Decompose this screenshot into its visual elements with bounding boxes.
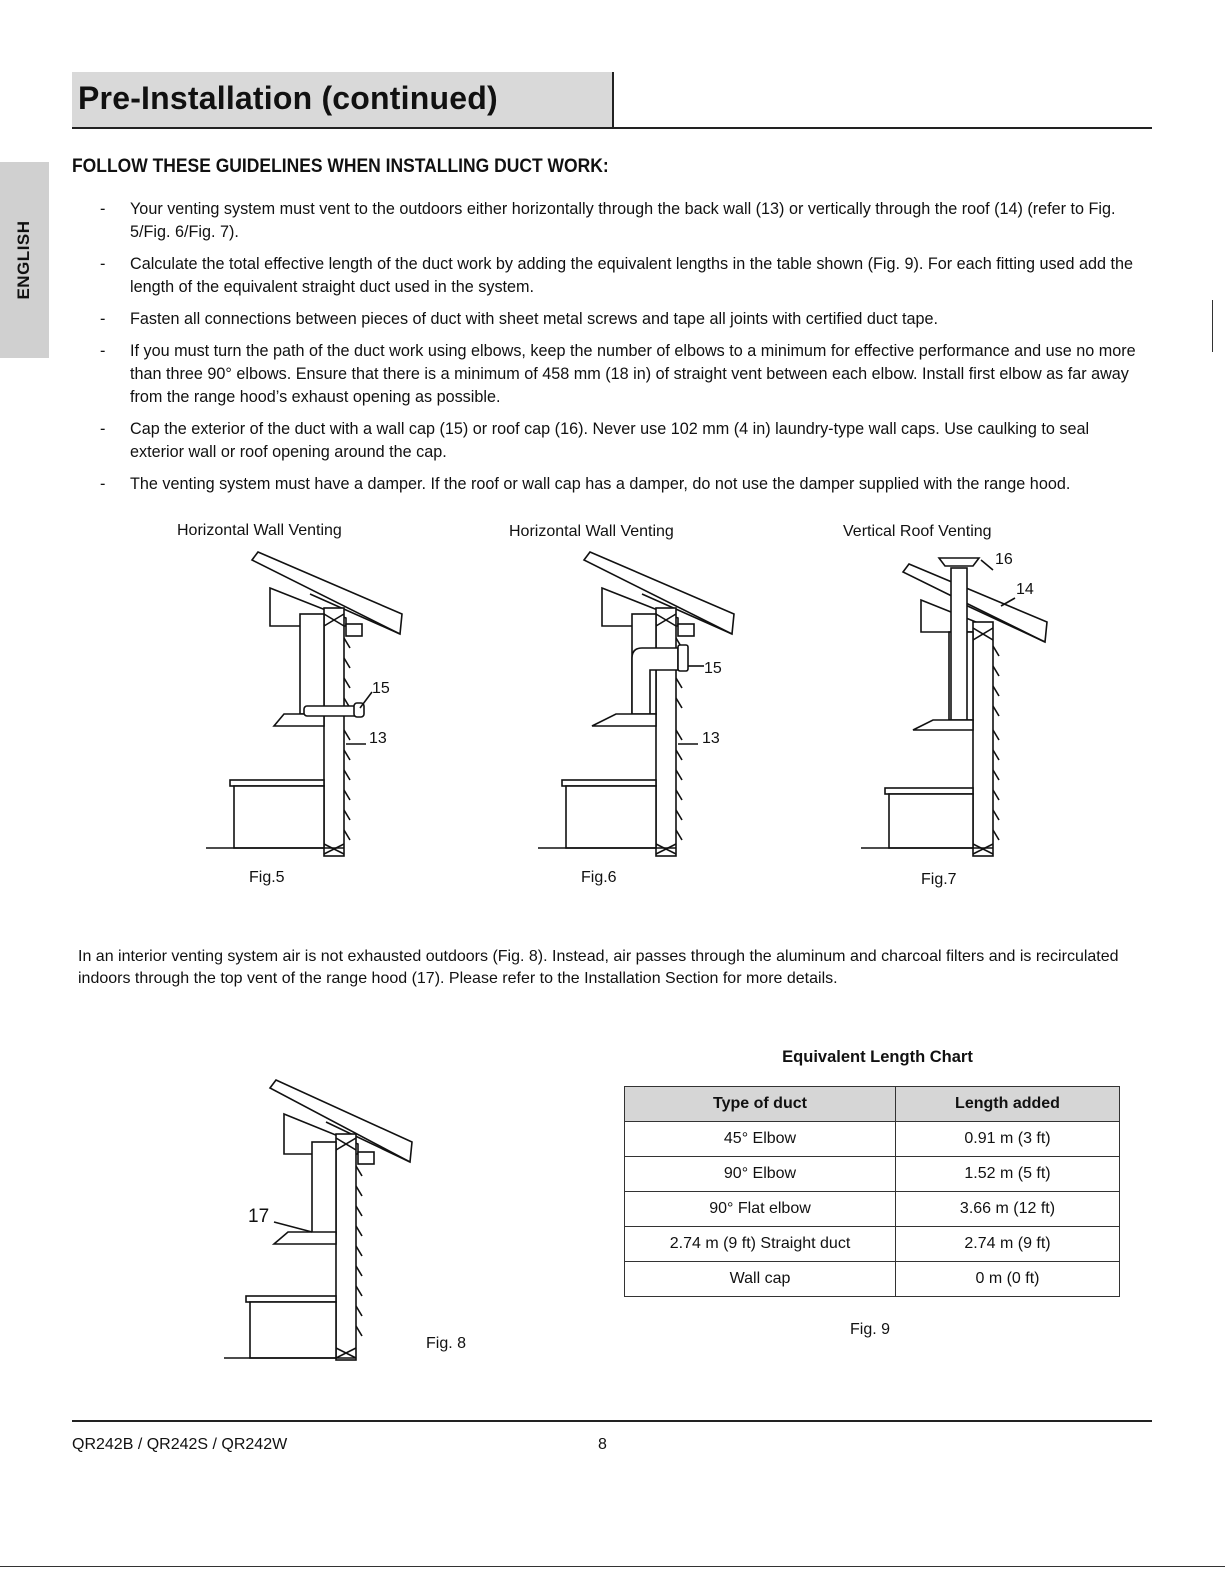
fig5-diagram bbox=[200, 548, 420, 858]
edge-mark bbox=[1212, 300, 1213, 352]
table-cell: 3.66 m (12 ft) bbox=[896, 1192, 1120, 1227]
countertop bbox=[562, 780, 656, 786]
table-cell: 90° Flat elbow bbox=[625, 1192, 896, 1227]
list-item: - If you must turn the path of the duct work using elbows, keep the number of elbows to a minimum for effective performance and use no more than three 90° elbows. Ensure that there is a minimum of 458 mm (18 in) of straight vent between each elbow. Install first elbow as far away from the range hood’s exhaust opening as possible. bbox=[100, 342, 1136, 406]
cabinet-upper bbox=[312, 1142, 336, 1234]
siding bbox=[344, 638, 350, 840]
table-header-row bbox=[625, 1087, 1120, 1122]
countertop bbox=[885, 788, 973, 794]
footer-rule bbox=[72, 1420, 1152, 1422]
fig7-label: Fig.7 bbox=[921, 871, 957, 888]
table-cell: 45° Elbow bbox=[625, 1122, 896, 1157]
siding bbox=[356, 1166, 362, 1336]
callout-14: 14 bbox=[1016, 581, 1034, 598]
wall-cap bbox=[678, 645, 688, 671]
callout-15: 15 bbox=[372, 680, 390, 697]
fig8-label: Fig. 8 bbox=[426, 1335, 467, 1352]
fig5-label: Fig.5 bbox=[249, 869, 285, 886]
back-wall bbox=[324, 608, 344, 856]
base-cabinet bbox=[250, 1302, 336, 1358]
table-row bbox=[625, 1227, 1120, 1262]
fig6-diagram bbox=[532, 548, 752, 858]
base-cabinet bbox=[234, 786, 324, 848]
table-cell: 1.52 m (5 ft) bbox=[896, 1157, 1120, 1192]
page-title: Pre-Installation (continued) bbox=[78, 80, 498, 116]
wall-duct bbox=[304, 706, 358, 716]
back-wall bbox=[973, 622, 993, 856]
list-item: - Calculate the total effective length of the duct work by adding the equivalent lengths in the table shown (Fig. 9). For each fitting used add the length of the equivalent straight duct used in the system. bbox=[100, 255, 1134, 296]
list-item: - Cap the exterior of the duct with a wall cap (15) or roof cap (16). Never use 102 mm (4 in) laundry-type wall caps. Use caulking to seal exterior wall or roof opening around the cap. bbox=[100, 420, 1090, 461]
top-plate bbox=[678, 624, 694, 636]
list-item: - Fasten all connections between pieces of duct with sheet metal screws and tape all joints with certified duct tape. bbox=[100, 310, 939, 328]
back-wall bbox=[656, 608, 676, 856]
equivalent-length-table bbox=[624, 1086, 1120, 1297]
table-cell: 2.74 m (9 ft) bbox=[896, 1227, 1120, 1262]
countertop bbox=[230, 780, 324, 786]
vertical-duct bbox=[951, 568, 967, 720]
chart-title: Equivalent Length Chart bbox=[782, 1048, 973, 1066]
bottom-rule bbox=[0, 1566, 1225, 1567]
range-hood bbox=[592, 714, 656, 726]
interior-venting-paragraph: In an interior venting system air is not exhausted outdoors (Fig. 8). Instead, air passes through the aluminum and charcoal filters and is recirculated indoors through the top vent of the range hood (17). Please refer to the Installation Section for more details. bbox=[78, 948, 1119, 987]
fig7-caption: Vertical Roof Venting bbox=[843, 523, 992, 540]
title-rule bbox=[72, 127, 1152, 129]
siding bbox=[993, 646, 999, 840]
page-number: 8 bbox=[598, 1436, 607, 1453]
base-cabinet bbox=[566, 786, 656, 848]
fig7-diagram bbox=[855, 548, 1075, 858]
fig6-caption: Horizontal Wall Venting bbox=[509, 523, 674, 540]
guideline-list bbox=[100, 198, 1140, 505]
roof-cap bbox=[939, 558, 979, 566]
top-plate bbox=[346, 624, 362, 636]
table-row bbox=[625, 1262, 1120, 1297]
table-row bbox=[625, 1122, 1120, 1157]
callout-16: 16 bbox=[995, 551, 1013, 568]
table-row bbox=[625, 1157, 1120, 1192]
countertop bbox=[246, 1296, 336, 1302]
back-wall bbox=[336, 1134, 356, 1360]
table-cell: 90° Elbow bbox=[625, 1157, 896, 1192]
callout-13: 13 bbox=[369, 730, 387, 747]
column-header: Length added bbox=[896, 1087, 1120, 1122]
base-cabinet bbox=[889, 794, 973, 848]
callout-15: 15 bbox=[704, 660, 722, 677]
column-header: Type of duct bbox=[625, 1087, 896, 1122]
list-item: - Your venting system must vent to the outdoors either horizontally through the back wall (13) or vertically through the roof (14) (refer to Fig. 5/Fig. 6/Fig. 7). bbox=[100, 200, 1116, 241]
table-cell: 2.74 m (9 ft) Straight duct bbox=[625, 1227, 896, 1262]
table-cell: 0.91 m (3 ft) bbox=[896, 1122, 1120, 1157]
fig5-caption: Horizontal Wall Venting bbox=[177, 522, 342, 539]
range-hood bbox=[274, 1232, 336, 1244]
top-plate bbox=[358, 1152, 374, 1164]
footer-model: QR242B / QR242S / QR242W bbox=[72, 1436, 288, 1453]
callout-13: 13 bbox=[702, 730, 720, 747]
fig6-label: Fig.6 bbox=[581, 869, 617, 886]
cabinet-upper bbox=[300, 614, 324, 714]
table-row bbox=[625, 1192, 1120, 1227]
range-hood bbox=[913, 720, 973, 730]
fig9-label: Fig. 9 bbox=[850, 1321, 891, 1338]
language-tab-label: ENGLISH bbox=[14, 220, 33, 300]
callout-17: 17 bbox=[248, 1206, 270, 1227]
table-cell: Wall cap bbox=[625, 1262, 896, 1297]
section-heading: FOLLOW THESE GUIDELINES WHEN INSTALLING DUCT WORK: bbox=[72, 156, 609, 177]
table-cell: 0 m (0 ft) bbox=[896, 1262, 1120, 1297]
list-item: - The venting system must have a damper. If the roof or wall cap has a damper, do not use the damper supplied with the range hood. bbox=[100, 475, 1071, 493]
